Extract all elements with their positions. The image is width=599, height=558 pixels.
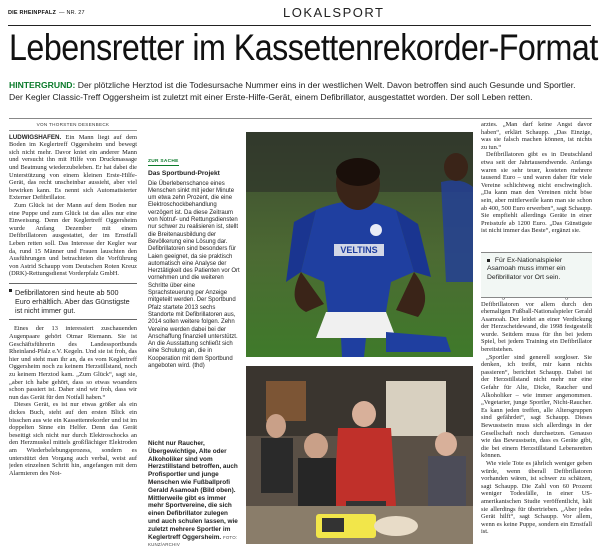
paragraph: Wie viele Tote es jährlich weniger geben würde, wenn überall Defibrillatoren vorhanden wären, ist schwer zu schätzen, sagt Schaupp. Die Zahl von 60 Prozent weniger Todesfälle, in einer US-amerikanischen Studie veröffentlicht, hält sie allerdings für übertrieben. „Aber jedes Gerät hilft“, sagt Schaupp. Vor allem, wenn es keine Puppe, sondern ein Ernstfall ist. [481, 459, 592, 536]
section-title: LOKALSPORT [283, 5, 385, 20]
lead-text: Der plötzliche Herztod ist die Todesursache Nummer eins in der westlichen Welt. Davon betroffen sind auch Gesunde und Sportler. Der Kegler Classic-Treff Oggersheim ist zuletzt mit einer Erste-Hilfe-Gerät, einem Defibrillator, ausgestattet worden. Der soll Leben retten. [9, 80, 576, 102]
info-box-text: Für Ex-Nationalspieler Asamoah muss immer ein Defibrillator vor Ort sein. [487, 257, 566, 281]
lead-paragraph [9, 80, 584, 103]
paragraph: Defibrillatoren gibt es in Deutschland etwa seit der Jahrtausendwende. Anfangs waren sie sehr teuer, kosteten mehrere tausend Euro – und waren daher für viele Vereine schlichtweg nicht erschwinglich. „Da kann man den Vereinen nicht böse sein, aber mittlerweile kann man sie schon ab 400, 500 Euro erwerben“, sagt Schaupp. Sie empfiehlt allerdings Geräte in einer Preisstufe ab 1200 Euro. „Das Günstigste ist nicht immer das Beste“, ergänzt sie. [481, 151, 592, 235]
article-column-1 [9, 121, 137, 556]
sidebar-title: Das Sportbund-Projekt [148, 170, 220, 178]
pull-quote: Defibrillatoren sind heute ab 500 Euro erhältlich. Aber das Günstigste ist nicht immer gut. [9, 283, 137, 321]
sidebar-tag: ZUR SACHE [148, 158, 179, 166]
info-box [481, 252, 592, 298]
headline: Lebensretter im Kassettenrekorder-Format [9, 26, 598, 68]
photo-caption [148, 440, 240, 558]
paper-name: DIE RHEINPFALZ — NR. 27 [8, 10, 85, 16]
paragraph: Defibrillatoren vor allem durch den ehemaligen Fußball-Nationalspieler Gerald Asamoah. Der leidet an einer Verdickung der Herzscheidewand, die 1998 festgestellt wurde. Seitdem muss für ihn bei jedem Spiel, bei jedem Training ein Defibrillator bereitstehen. [481, 300, 592, 354]
lead-kicker: HINTERGRUND: [9, 80, 76, 90]
paragraph: Zum Glück ist der Mann auf dem Boden nur eine Puppe und zum Glück ist das alles nur eine Einweisung. Denn der Keglertreff Oggersheim wurde Anfang Dezember mit einem Defibrillatoren ausgestattet, der im Ernstfall Leben retten soll. Das Interesse der Kegler war da, rund 15 Männer und Frauen lauschten den Ausführungen und betrachteten die Vorführung von Astrid Schaupp vom Deutschen Roten Kreuz (DRK)-Rettungsdienst Vorderpfalz GmbH. [9, 201, 137, 278]
caption-text: Nicht nur Raucher, Übergewichtige, Alte oder Alkoholiker sind vom Herzstillstand betroffen, auch Profisportler und junge Menschen wie Fußballprofi Gerald Asamoah (Bild oben). Mittlerweile gibt es immer mehr Sportvereine, die sich einen Defibrillator zulegen und auch schulen lassen, wie zuletzt mehrere Sportler im Keglertreff Oggersheim. [148, 440, 238, 541]
paragraph: Eines der 13 interessiert zuschauenden Augenpaare gehört Otmar Riemann. Sie ist Geschäftsführerin des Landessportbunds Rheinland-Pfalz e.V. Kegeln. Und sie ist froh, das hier und steht man ihr an, da es vom Keglertreff Oggersheim noch zu keinem Herzstillstand, noch zu keinem Herztod kam. „Zum Glück“, sagt sie, „aber ich habe gehört, dass so etwas woanders schon passiert ist. Daher sind wir froh, dass wir nun das Gerät für den Notfall haben.“ [9, 325, 137, 401]
paragraph: LUDWIGSHAFEN. Ein Mann liegt auf dem Boden im Keglertreff Oggersheim und bewegt sich nicht mehr. Davor kniet ein anderer Mann und versucht ihn mit Hilfe von Druckmassage und Beatmung wiederzubeleben. Er hat dabei die Unterstützung von einem kleinen Erste-Hilfe-Gerät, das recht unscheinbar aussieht, aber viel bewirken kann. Es nennt sich Automatisierter Externer Defibrillator. [9, 133, 137, 202]
paragraph: „Sportler sind generell sorgloser. Sie denken, ich treibt, mir kann nichts passieren“, berichtet Schaupp. Dabei ist der Herzstillstand nicht mehr nur eine Gefahr für Alte, Dicke, Raucher und Alkoholiker – wie immer angenommen. „Vegetarier, junge Sportler, Nicht-Raucher. Es kann jeden treffen, alle Altersgruppen sind gefährdet“, sagt Schaupp. Dieses Bewusstsein muss sich allerdings in der Gesellschaft noch durchsetzen. Genauso wie das Bewusstsein, dass es Geräte gibt, die bei einem Herzstillstand Lebensretten können. [481, 353, 592, 460]
paragraph: arztes. „Man darf keine Angst davor haben“, erklärt Schaupp. „Das Einzige, was sie falsch machen können, ist nichts zu tun.“ [481, 121, 592, 151]
byline: VON THORSTEN DESENBECK [9, 121, 137, 131]
defibrillator-training-icon [246, 366, 473, 544]
svg-text:VELTINS: VELTINS [340, 245, 378, 255]
paragraph: Dieses Gerät, es ist nur etwas größer als ein dickes Buch, steht auf den ersten Blick ein bisschen aus wie ein Kassettenrekorder und ist im doppelten Sinne ein Helfer. Denn das Gerät beseitigt sich nicht nur durch Elektroschocks an den Herzmuskel mittels großflächiger Elektroden am Wiederbelebungsprozess, sondern es unterstützt den Vorgang auch verbal, weist auf jeden einzelnen Schritt hin, angefangen mit dem Alarmieren des Not- [9, 401, 137, 477]
photo-credit: FOTO: KUNZ/ARCHIV [148, 534, 238, 548]
divider [9, 118, 592, 119]
masthead [8, 4, 591, 26]
defibrillator-training-photo [246, 366, 473, 544]
soccer-player-icon [246, 132, 473, 357]
sidebar-box [148, 158, 240, 383]
soccer-player-photo [246, 132, 473, 357]
article-column-4 [481, 121, 592, 556]
sidebar-text: Die Überlebenschance eines Menschen sinkt mit jeder Minute um etwa zehn Prozent, die eine Elektroschockbehandlung verzögert ist. Da diese Zeitraum von Notruf- und Rettungsdiensten nur schwer zu realisieren ist, stellt die Breitenausbildung der Bevölkerung eine Lösung dar. Defibrillatoren sind besonders für Laien geeignet, da sie praktisch automatisch eine Analyse der Herztätigkeit des Patienten vor Ort vornehmen und die weiteren Schritte über eine Sprachsteuerung per Anzeige mitgeteilt werden. Der Sportbund Pfalz startete 2013 sechs Standorte mit Defibrillatoren aus, 2014 sollen weitere folgen. Zehn Vereine werden dabei bei der Anschaffung finanziell unterstützt. An die Ausstattung schließt sich eine Schulung an, die in Kooperation mit dem Sportbund angeboten wird. (thd) [148, 180, 240, 370]
